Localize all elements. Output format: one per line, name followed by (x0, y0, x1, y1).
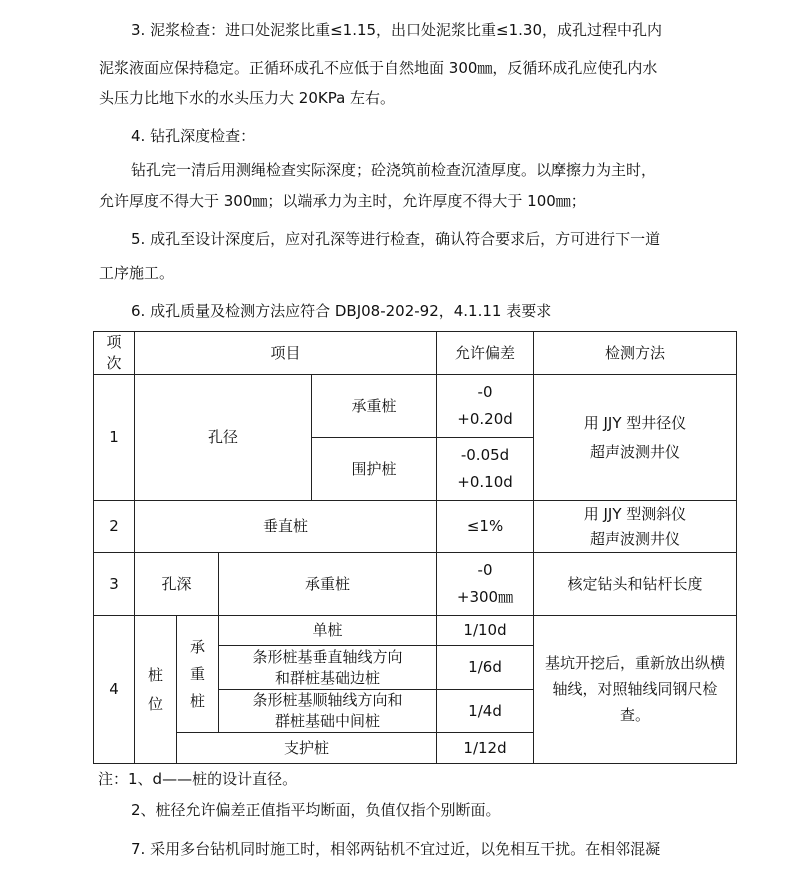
row3-no: 3 (94, 553, 135, 616)
row4-d-tol: 1/12d (437, 733, 534, 764)
row1-sub2-tol: -0.05d +0.10d (437, 438, 534, 501)
row4-d: 支护桩 (177, 733, 437, 764)
row4-a: 单桩 (219, 616, 437, 646)
row4-method: 基坑开挖后，重新放出纵横 轴线，对照轴线同钢尺检 查。 (534, 616, 737, 764)
row4-c: 条形桩基顺轴线方向和 群桩基础中间桩 (219, 690, 437, 733)
row1-no: 1 (94, 375, 135, 501)
header-no: 项 次 (94, 332, 135, 375)
table-row (94, 553, 737, 616)
row2-no: 2 (94, 501, 135, 553)
para-5-line-2: 工序施工。 (99, 264, 175, 282)
row2-method: 用 JJY 型测斜仪 超声波测井仪 (534, 501, 737, 553)
para-4-line-1: 钻孔完一清后用测绳检查实际深度；砼浇筑前检查沉渣厚度。以摩擦力为主时， (131, 161, 657, 179)
row4-b-tol: 1/6d (437, 646, 534, 690)
row4-item: 桩 位 (135, 616, 177, 764)
quality-table (93, 331, 737, 764)
note-1: 注：1、d——桩的设计直径。 (98, 770, 298, 788)
row1-method: 用 JJY 型井径仪 超声波测井仪 (534, 375, 737, 501)
table-row (94, 501, 737, 553)
row1-sub1: 承重桩 (312, 375, 437, 438)
row4-b: 条形桩基垂直轴线方向 和群桩基础边桩 (219, 646, 437, 690)
row4-group: 承 重 桩 (177, 616, 219, 733)
para-3-line-1: 3. 泥浆检查：进口处泥浆比重≤1.15，出口处泥浆比重≤1.30，成孔过程中孔内 (131, 21, 663, 39)
row1-sub1-tol: -0 +0.20d (437, 375, 534, 438)
header-item: 项目 (135, 332, 437, 375)
row2-tol: ≤1% (437, 501, 534, 553)
para-4-line-2: 允许厚度不得大于 300㎜；以端承力为主时，允许厚度不得大于 100㎜； (99, 192, 586, 210)
row4-no: 4 (94, 616, 135, 764)
note-2: 2、桩径允许偏差正值指平均断面，负值仅指个别断面。 (131, 801, 501, 819)
para-7-line-1: 7. 采用多台钻机同时施工时，相邻两钻机不宜过近，以免相互干扰。在相邻混凝 (131, 840, 661, 858)
row4-a-tol: 1/10d (437, 616, 534, 646)
para-6-title: 6. 成孔质量及检测方法应符合 DBJ08-202-92，4.1.11 表要求 (131, 302, 552, 320)
row3-sub: 承重桩 (219, 553, 437, 616)
para-3-line-2: 泥浆液面应保持稳定。正循环成孔不应低于自然地面 300㎜，反循环成孔应使孔内水 (99, 59, 658, 77)
row3-item: 孔深 (135, 553, 219, 616)
row1-sub2: 围护桩 (312, 438, 437, 501)
row3-tol: -0 +300㎜ (437, 553, 534, 616)
row4-c-tol: 1/4d (437, 690, 534, 733)
para-5-line-1: 5. 成孔至设计深度后，应对孔深等进行检查，确认符合要求后，方可进行下一道 (131, 230, 661, 248)
table-row (94, 375, 737, 438)
header-tolerance: 允许偏差 (437, 332, 534, 375)
para-3-line-3: 头压力比地下水的水头压力大 20KPa 左右。 (99, 89, 396, 107)
row3-method: 核定钻头和钻杆长度 (534, 553, 737, 616)
row1-item: 孔径 (135, 375, 312, 501)
para-4-title: 4. 钻孔深度检查： (131, 127, 256, 145)
row2-item: 垂直桩 (135, 501, 437, 553)
header-method: 检测方法 (534, 332, 737, 375)
table-row (94, 616, 737, 646)
table-header-row (94, 332, 737, 375)
